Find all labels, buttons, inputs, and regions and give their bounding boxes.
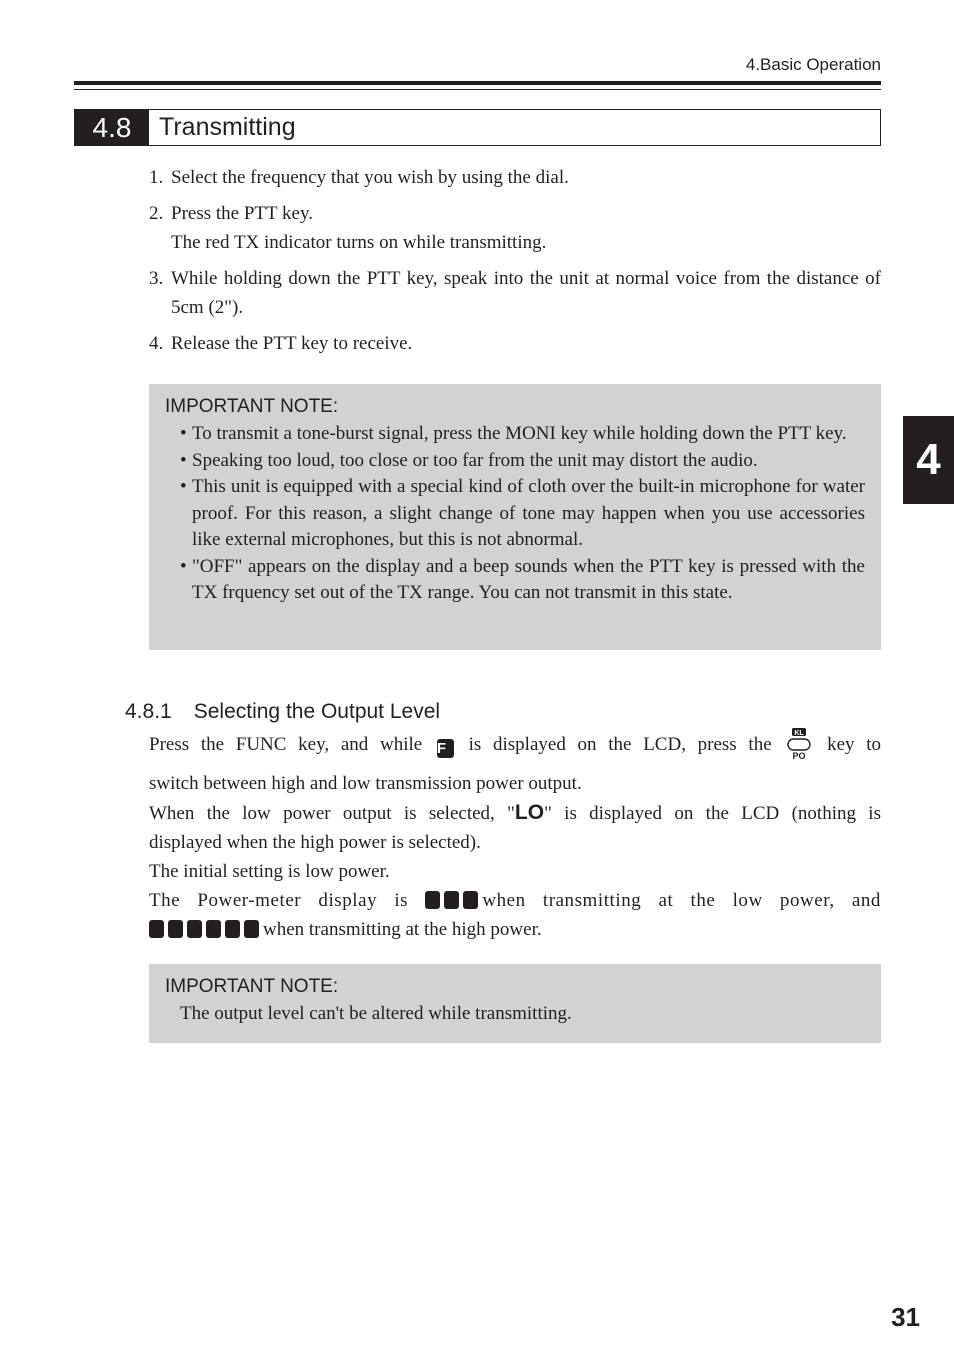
section-number: 4.8 (75, 110, 149, 145)
lo-indicator-icon: LO (514, 801, 545, 824)
step-subtext: The red TX indicator turns on while transmitting. (171, 232, 547, 253)
power-segment (425, 891, 440, 909)
step-item (149, 199, 881, 257)
steps-list (149, 163, 881, 365)
note-text: The output level can't be altered while transmitting. (180, 1003, 572, 1024)
subsection-heading (125, 699, 440, 725)
step-item (149, 163, 881, 192)
key-top-label: KL (794, 729, 805, 737)
step-text: Select the frequency that you wish by using the dial. (171, 167, 569, 188)
paragraph-line: displayed when the high power is selected). (149, 832, 481, 853)
header-rule-thin (74, 89, 881, 90)
note-bullets (180, 421, 865, 607)
paragraph-line (149, 728, 881, 769)
text-span: " is displayed on the LCD (nothing is (544, 803, 881, 824)
text-span: Press the FUNC key, and while (149, 734, 423, 755)
step-number: 3. (149, 268, 164, 289)
text-span: when transmitting at the low power, and (482, 890, 881, 911)
power-segment (187, 920, 202, 938)
section-heading (74, 109, 881, 146)
key-bottom-label: PO (792, 751, 806, 760)
paragraph-line (149, 915, 881, 944)
paragraph-line (149, 798, 881, 828)
running-head: 4.Basic Operation (745, 55, 881, 74)
note-bullet: • "OFF" appears on the display and a beep sounds when the PTT key is pressed with the TX frquency set out of the TX range. You can not transmit in this state. (180, 554, 865, 607)
note-bullet: • To transmit a tone-burst signal, press the MONI key while holding down the PTT key. (180, 421, 865, 448)
important-note-box (149, 384, 881, 650)
text-span: key to (827, 734, 882, 755)
power-segment (244, 920, 259, 938)
chapter-tab: 4 (903, 416, 954, 504)
power-segment (444, 891, 459, 909)
step-text: Press the PTT key. (171, 203, 313, 224)
power-meter-low-icon (425, 890, 482, 911)
header-rule (74, 81, 881, 85)
subsection-number: 4.8.1 (125, 700, 172, 723)
power-segment (225, 920, 240, 938)
power-segment (463, 891, 478, 909)
step-number: 2. (149, 203, 164, 224)
page-number: 31 (891, 1302, 920, 1332)
step-item (149, 329, 881, 358)
paragraph-line: switch between high and low transmission power output. (149, 773, 582, 794)
power-segment (206, 920, 221, 938)
text-span: is displayed on the LCD, press the (468, 734, 772, 755)
subsection-title: Selecting the Output Level (193, 700, 441, 723)
step-text: While holding down the PTT key, speak into the unit at normal voice from the distance of 5cm (2"). (171, 268, 881, 318)
step-item (149, 264, 881, 322)
paragraph-line (149, 886, 881, 915)
function-f-icon: F (437, 739, 454, 758)
kl-po-key-icon (786, 728, 812, 769)
text-span: when transmitting at the high power. (263, 919, 542, 940)
power-segment (168, 920, 183, 938)
text-span: When the low power output is selected, " (149, 803, 515, 824)
note-bullet: • This unit is equipped with a special kind of cloth over the built-in microphone for water proof. For this reason, a slight change of tone may happen when you use accessories like external microphones, but this is not abnormal. (180, 474, 865, 554)
text-span: The Power-meter display is (149, 890, 409, 911)
output-level-body (149, 728, 881, 944)
step-number: 4. (149, 333, 164, 354)
note-title: IMPORTANT NOTE: (165, 396, 339, 417)
step-text: Release the PTT key to receive. (171, 333, 413, 354)
important-note-box (149, 964, 881, 1043)
step-number: 1. (149, 167, 164, 188)
section-title: Transmitting (159, 113, 296, 141)
note-title: IMPORTANT NOTE: (165, 976, 339, 997)
power-segment (149, 920, 164, 938)
power-meter-high-icon (149, 919, 263, 940)
paragraph-line: The initial setting is low power. (149, 861, 390, 882)
note-bullet: • Speaking too loud, too close or too far from the unit may distort the audio. (180, 448, 865, 475)
